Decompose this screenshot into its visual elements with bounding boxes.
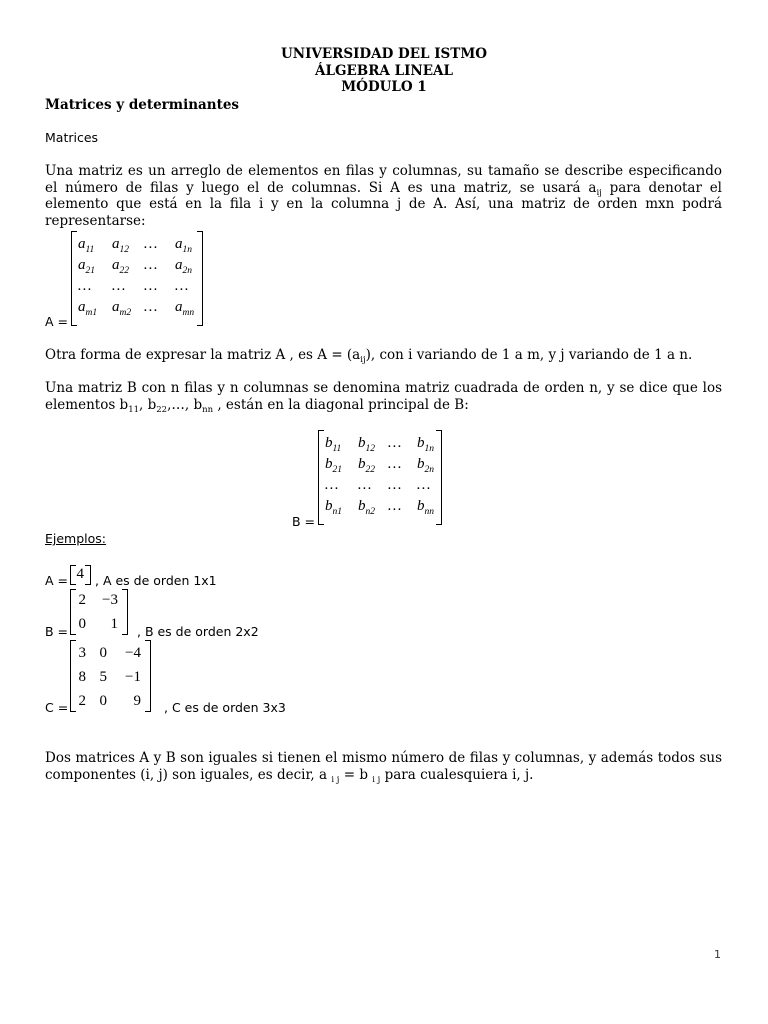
matrix-entry: 1 [110,616,118,632]
matrix-entry: $a_{11}$ [78,236,95,255]
matrix-entry: −1 [125,669,141,685]
example-c-description: , C es de orden 3x3 [164,700,286,715]
right-bracket [145,640,151,712]
example-matrix-a [70,565,91,585]
matrix-b-general [318,430,442,525]
matrix-entry: … [144,278,158,294]
matrix-a-general [71,231,203,326]
example-matrix-b [70,589,128,635]
matrix-entry: … [78,278,92,294]
matrix-entry: 2 [78,592,86,608]
examples-title: Ejemplos: [45,531,107,546]
matrix-entry: 0 [78,616,86,632]
matrix-entry: $b_{2n}$ [417,456,434,475]
matrix-entry: −4 [125,645,141,661]
example-a-label: A = [45,573,68,588]
module-title: MÓDULO 1 [341,79,427,95]
matrix-entry: $b_{22}$ [358,456,375,475]
paragraph-notation: Otra forma de expresar la matriz A , es $A = (a_{ij})$, con i variando de 1 a m, y j variando de 1 a n. [45,347,693,365]
matrix-entry: $a_{22}$ [112,257,129,276]
matrix-entry: 3 [78,645,86,661]
matrix-entry: 2 [78,693,86,709]
example-b-description: , B es de orden 2x2 [137,624,259,639]
matrix-entry: … [175,278,189,294]
matrix-entry: $b_{nn}$ [417,498,434,517]
paragraph-matrix-definition: Una matriz es un arreglo de elementos en filas y columnas, su tamaño se describe especificando el número de filas y luego el de columnas. Si A es una matriz, se usará $a_{ij}$ para denotar el elemento que está en la fila i y en la columna j de A. Así, una matriz de orden mxn podrá representarse: [45,163,722,229]
university-title: UNIVERSIDAD DEL ISTMO [280,46,488,62]
matrix-entry: … [144,299,158,315]
matrix-entry: … [388,498,402,514]
left-bracket [318,430,324,525]
right-bracket [85,565,91,585]
matrix-entry: 0 [99,693,107,709]
example-b-label: B = [45,624,69,639]
matrix-entry: 5 [99,669,107,685]
matrix-entry: 9 [133,693,141,709]
matrix-entry: $b_{n1}$ [325,498,342,517]
matrix-entry: $a_{21}$ [78,257,95,276]
matrix-entry: 8 [78,669,86,685]
section-title: Matrices y determinantes [45,97,240,113]
matrix-entry: … [144,236,158,252]
matrix-entry: $a_{1n}$ [175,236,192,255]
matrix-a-label: A = [45,314,68,329]
subsection-title: Matrices [45,130,99,145]
matrix-entry: $a_{12}$ [112,236,129,255]
right-bracket [122,589,128,635]
matrix-entry: $b_{12}$ [358,435,375,454]
right-bracket [436,430,442,525]
matrix-entry: $a_{mn}$ [175,299,195,318]
matrix-entry: $b_{11}$ [325,435,342,454]
matrix-entry: $b_{n2}$ [358,498,375,517]
matrix-entry: $b_{1n}$ [417,435,434,454]
matrix-entry: $a_{2n}$ [175,257,192,276]
matrix-entry: … [112,278,126,294]
matrix-entry: … [144,257,158,273]
matrix-entry: 4 [76,566,84,582]
matrix-entry: … [325,477,339,493]
paragraph-equality: Dos matrices A y B son iguales si tienen el mismo número de filas y columnas, y además todos sus componentes (i, j) son iguales, es decir, a $_{i j}$ = b $_{i j}$ para cualesquiera i, j. [45,750,722,785]
example-a-description: , A es de orden 1x1 [95,573,217,588]
matrix-entry: … [388,435,402,451]
matrix-entry: −3 [102,592,118,608]
left-bracket [71,231,77,326]
paragraph-square-matrix: Una matriz B con n filas y n columnas se denomina matriz cuadrada de orden n, y se dice que los elementos $b_{11}$, $b_{22},\dots$, $b_{nn}$ , están en la diagonal principal de B: [45,380,722,415]
course-title: ÁLGEBRA LINEAL [315,63,453,79]
matrix-b-label: B = [292,514,316,529]
page-number: 1 [714,948,721,961]
matrix-entry: … [358,477,372,493]
matrix-entry: … [388,456,402,472]
matrix-entry: $a_{m2}$ [112,299,132,318]
matrix-entry: … [388,477,402,493]
matrix-entry: $b_{21}$ [325,456,342,475]
matrix-entry: $a_{m1}$ [78,299,98,318]
example-c-label: C = [45,700,69,715]
matrix-entry: … [417,477,431,493]
matrix-entry: 0 [99,645,107,661]
example-matrix-c [70,640,151,712]
right-bracket [197,231,203,326]
